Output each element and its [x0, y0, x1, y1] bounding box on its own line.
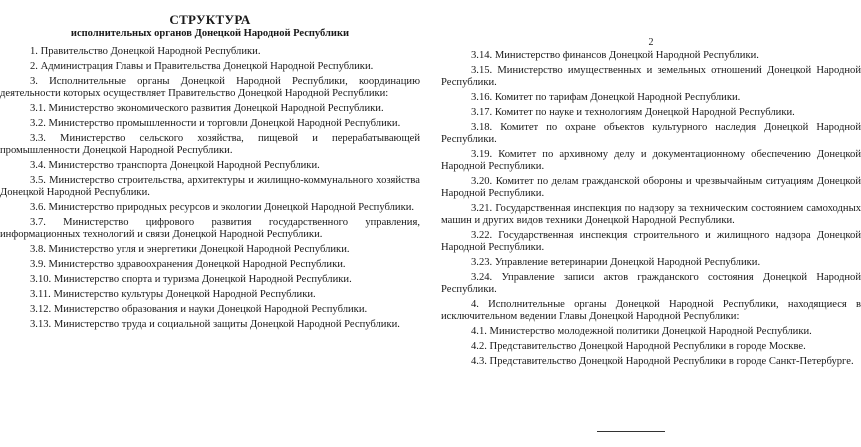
list-item: 3.10. Министерство спорта и туризма Донецкой Народной Республики.: [30, 274, 352, 285]
list-item: 3.17. Комитет по науке и технологиям Донецкой Народной Республики.: [471, 107, 795, 118]
list-item: 3.15. Министерство имущественных и земельных отношений Донецкой Народной Республики.: [441, 65, 861, 88]
list-item: 1. Правительство Донецкой Народной Республики.: [30, 46, 261, 57]
list-item: 3.7. Министерство цифрового развития государственного управления, информационных технологий и связи Донецкой Народной Республики.: [0, 217, 420, 240]
list-item: 3.20. Комитет по делам гражданской обороны и чрезвычайным ситуациям Донецкой Народной Республики.: [441, 176, 861, 199]
document-subtitle: исполнительных органов Донецкой Народной Республики: [70, 28, 350, 39]
left-item-list: [0, 46, 420, 334]
list-item: 3.8. Министерство угля и энергетики Донецкой Народной Республики.: [30, 244, 350, 255]
right-page: [441, 0, 861, 447]
list-item: 3.23. Управление ветеринарии Донецкой Народной Республики.: [471, 257, 761, 268]
list-item: 3.2. Министерство промышленности и торговли Донецкой Народной Республики.: [30, 118, 401, 129]
left-page: [0, 0, 420, 447]
list-item: 3. Исполнительные органы Донецкой Народной Республики, координацию деятельности которых осуществляет Правительство Донецкой Народной Республики:: [0, 76, 420, 99]
list-item: 3.13. Министерство труда и социальной защиты Донецкой Народной Республики.: [30, 319, 400, 330]
list-item: 4.3. Представительство Донецкой Народной Республики в городе Санкт-Петербурге.: [471, 356, 854, 367]
list-item: 3.24. Управление записи актов гражданского состояния Донецкой Народной Республики.: [441, 272, 861, 295]
list-item: 3.21. Государственная инспекция по надзору за техническим состоянием самоходных машин и других видов техники Донецкой Народной Республики.: [441, 203, 861, 226]
document-title: СТРУКТУРА: [169, 12, 251, 27]
list-item: 3.22. Государственная инспекция строительного и жилищного надзора Донецкой Народной Республики.: [441, 230, 861, 253]
list-item: 3.12. Министерство образования и науки Донецкой Народной Республики.: [30, 304, 368, 315]
list-item: 3.3. Министерство сельского хозяйства, пищевой и перерабатывающей промышленности Донецкой Народной Республики.: [0, 133, 420, 156]
right-item-list: [441, 50, 861, 371]
list-item: 3.19. Комитет по архивному делу и документационному обеспечению Донецкой Народной Республики.: [441, 149, 861, 172]
list-item: 3.5. Министерство строительства, архитектуры и жилищно-коммунального хозяйства Донецкой Народной Республики.: [0, 175, 420, 198]
page-number: 2: [648, 37, 654, 48]
list-item: 3.18. Комитет по охране объектов культурного наследия Донецкой Народной Республики.: [441, 122, 861, 145]
list-item: 3.16. Комитет по тарифам Донецкой Народной Республики.: [471, 92, 741, 103]
list-item: 3.6. Министерство природных ресурсов и экологии Донецкой Народной Республики.: [30, 202, 415, 213]
list-item: 3.14. Министерство финансов Донецкой Народной Республики.: [471, 50, 759, 61]
list-item: 3.4. Министерство транспорта Донецкой Народной Республики.: [30, 160, 320, 171]
list-item: 4. Исполнительные органы Донецкой Народной Республики, находящиеся в исключительном ведении Главы Донецкой Народной Республики:: [441, 299, 861, 322]
list-item: 3.11. Министерство культуры Донецкой Народной Республики.: [30, 289, 316, 300]
list-item: 4.1. Министерство молодежной политики Донецкой Народной Республики.: [471, 326, 812, 337]
list-item: 4.2. Представительство Донецкой Народной Республики в городе Москве.: [471, 341, 806, 352]
list-item: 3.1. Министерство экономического развития Донецкой Народной Республики.: [30, 103, 384, 114]
list-item: 2. Администрация Главы и Правительства Донецкой Народной Республики.: [30, 61, 374, 72]
end-divider: [597, 431, 665, 432]
list-item: 3.9. Министерство здравоохранения Донецкой Народной Республики.: [30, 259, 346, 270]
